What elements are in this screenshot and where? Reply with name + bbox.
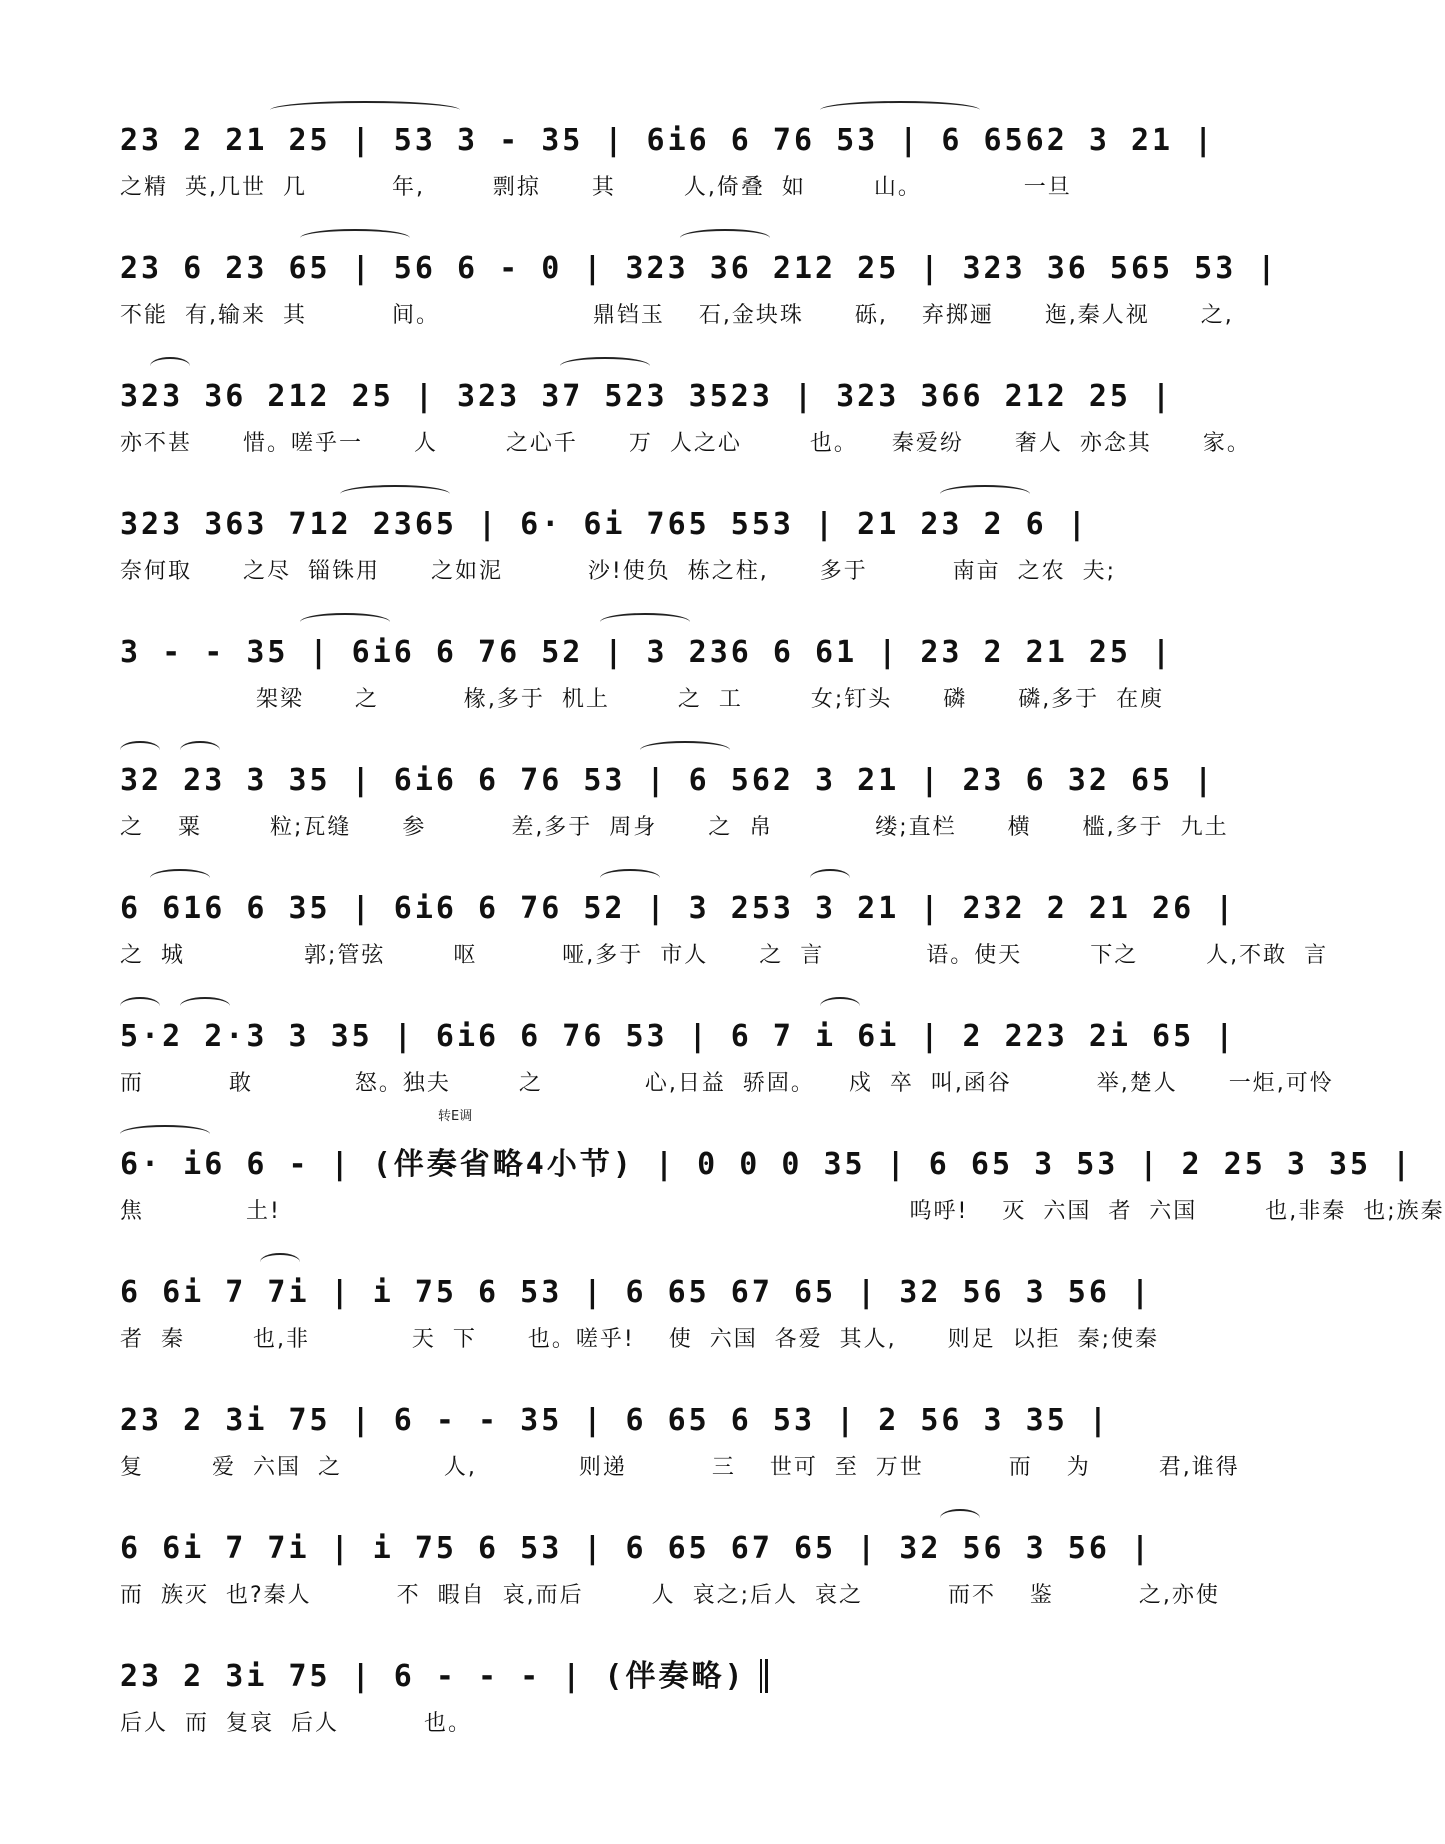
slur-mark [640,741,730,759]
score-system-10 [120,1247,1160,1375]
slur-mark [120,741,160,759]
score-system-8 [120,991,1334,1119]
slur-mark [340,485,450,503]
notation-line: 6 616 6 35 | 6i6 6 76 52 | 3 253 3 21 | 232 2 21 26 | [120,891,1237,926]
notation-line: 6· i6 6 - | (伴奏省略4小节) | 0 0 0 35 | 6 65 3 53 | 2 25 3 35 | [120,1147,1414,1182]
slur-mark [150,357,190,375]
notation-line: 5·2 2·3 3 35 | 6i6 6 76 53 | 6 7 i 6i | 2 223 2i 65 | [120,1019,1237,1054]
slur-mark [180,741,220,759]
lyrics-line: 之 粟 粒;瓦缝 参 差,多于 周身 之 帛 缕;直栏 横 槛,多于 九土 [120,815,1229,840]
score-sheet [120,95,1445,1759]
score-system-5 [120,607,1174,735]
notation-line: 323 363 712 2365 | 6· 6i 765 553 | 21 23 2 6 | [120,507,1089,542]
modulation-label: 转E调 [438,1109,473,1124]
slur-mark [940,1509,980,1527]
notation-line: 6 6i 7 7i | i 75 6 53 | 6 65 67 65 | 32 56 3 56 | [120,1275,1153,1310]
lyrics-line: 奈何取 之尽 锱铢用 之如泥 沙!使负 栋之柱, 多于 南亩 之农 夫; [120,559,1117,584]
slur-mark [680,229,770,247]
score-system-13 [120,1631,1160,1759]
slur-mark [270,101,460,119]
lyrics-line: 复 爱 六国 之 人, 则递 三 世可 至 万世 而 为 君,谁得 [120,1455,1240,1480]
score-system-11 [120,1375,1240,1503]
notation-line: 23 2 21 25 | 53 3 - 35 | 6i6 6 76 53 | 6 6562 3 21 | [120,123,1216,158]
score-system-6 [120,735,1229,863]
lyrics-line: 架梁 之 椽,多于 机上 之 工 女;钉头 磷 磷,多于 在庾 [120,687,1165,712]
notation-line: 23 2 3i 75 | 6 - - - | (伴奏略) [120,1659,746,1694]
slur-mark [180,997,230,1015]
lyrics-line: 不能 有,输来 其 间。 鼎铛玉 石,金块珠 砾, 弃掷逦 迤,秦人视 之, [120,303,1234,328]
score-system-7 [120,863,1329,991]
lyrics-line: 而 敢 怒。独夫 之 心,日益 骄固。 戍 卒 叫,函谷 举,楚人 一炬,可怜 [120,1071,1334,1096]
score-system-2 [120,223,1279,351]
slur-mark [120,1125,210,1143]
lyrics-line: 之 城 郭;管弦 呕 哑,多于 市人 之 言 语。使天 下之 人,不敢 言 [120,943,1329,968]
notation-line: 23 2 3i 75 | 6 - - 35 | 6 65 6 53 | 2 56 3 35 | [120,1403,1110,1438]
lyrics-line: 焦 土! 呜呼! 灭 六国 者 六国 也,非秦 也;族秦 [120,1199,1445,1224]
slur-mark [820,997,860,1015]
notation-line: 3 - - 35 | 6i6 6 76 52 | 3 236 6 61 | 23 2 21 25 | [120,635,1174,670]
slur-mark [560,357,650,375]
slur-mark [810,869,850,887]
score-system-4 [120,479,1160,607]
slur-mark [600,869,660,887]
slur-mark [940,485,1030,503]
lyrics-line: 者 秦 也,非 天 下 也。嗟乎! 使 六国 各爱 其人, 则足 以拒 秦;使秦 [120,1327,1160,1352]
slur-mark [600,613,690,631]
final-barline [760,1659,768,1693]
slur-mark [300,613,390,631]
notation-line: 32 23 3 35 | 6i6 6 76 53 | 6 562 3 21 | 23 6 32 65 | [120,763,1216,798]
lyrics-line: 后人 而 复哀 后人 也。 [120,1711,472,1736]
slur-mark [300,229,410,247]
score-system-12 [120,1503,1220,1631]
lyrics-line: 而 族灭 也?秦人 不 暇自 哀,而后 人 哀之;后人 哀之 而不 鉴 之,亦使 [120,1583,1220,1608]
slur-mark [260,1253,300,1271]
notation-line: 323 36 212 25 | 323 37 523 3523 | 323 366 212 25 | [120,379,1174,414]
score-system-9 [120,1109,1445,1247]
slur-mark [820,101,980,119]
notation-line: 6 6i 7 7i | i 75 6 53 | 6 65 67 65 | 32 56 3 56 | [120,1531,1153,1566]
score-system-1 [120,95,1216,223]
lyrics-line: 亦不甚 惜。嗟乎一 人 之心千 万 人之心 也。 秦爱纷 奢人 亦念其 家。 [120,431,1251,456]
slur-mark [150,869,210,887]
slur-mark [120,997,160,1015]
lyrics-line: 之精 英,几世 几 年, 剽掠 其 人,倚叠 如 山。 一旦 [120,175,1072,200]
notation-line: 23 6 23 65 | 56 6 - 0 | 323 36 212 25 | 323 36 565 53 | [120,251,1279,286]
score-system-3 [120,351,1251,479]
